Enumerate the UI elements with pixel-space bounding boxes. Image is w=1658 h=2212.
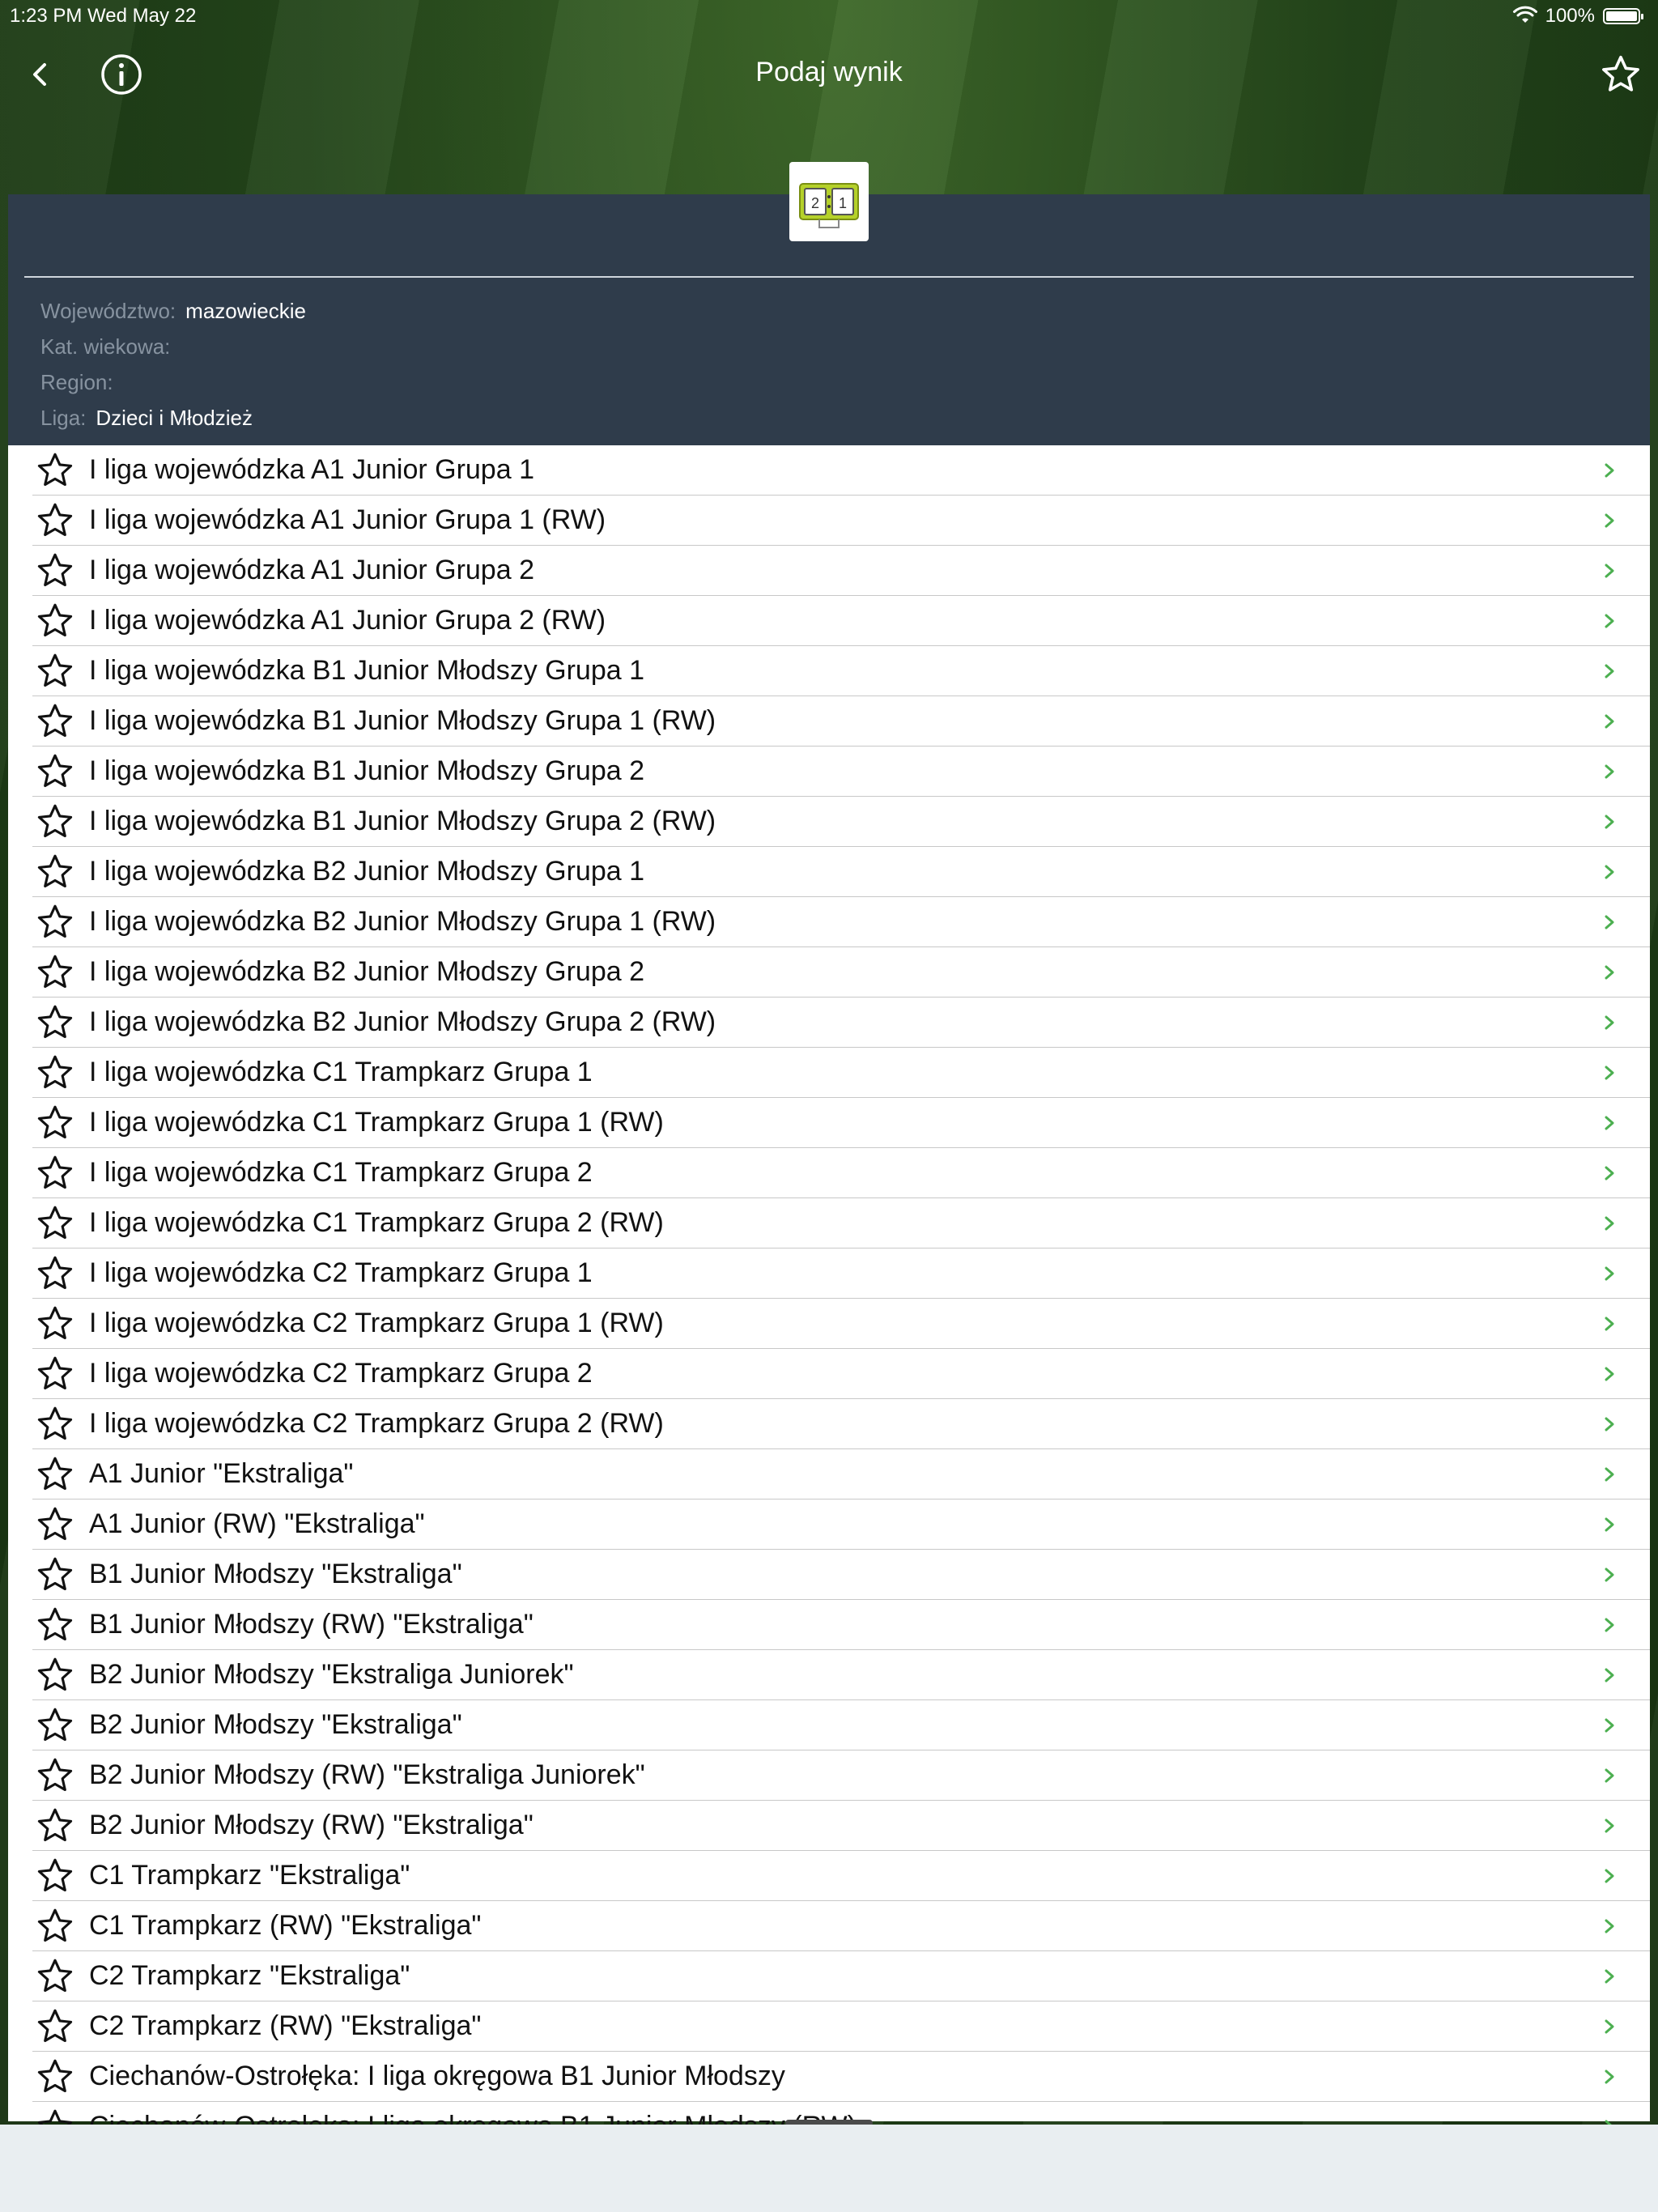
chevron-right-icon — [1593, 1112, 1626, 1134]
star-outline-icon[interactable] — [32, 448, 78, 493]
navigation-bar — [0, 32, 1658, 113]
list-item[interactable] — [32, 1198, 1650, 1249]
list-item-label: B1 Junior Młodszy (RW) "Ekstraliga" — [89, 1609, 534, 1640]
star-outline-icon[interactable] — [32, 1703, 78, 1748]
meta-label: Kat. wiekowa: — [40, 334, 171, 359]
list-item[interactable] — [32, 1098, 1650, 1148]
list-item[interactable] — [32, 1901, 1650, 1951]
meta-league — [40, 400, 306, 436]
battery-fill — [1606, 11, 1637, 21]
star-outline-icon[interactable] — [32, 950, 78, 995]
list-item-label: I liga wojewódzka A1 Junior Grupa 2 — [89, 555, 534, 585]
chevron-right-icon — [1593, 1664, 1626, 1687]
meta-region — [40, 364, 306, 400]
star-outline-icon[interactable] — [32, 1301, 78, 1346]
chevron-right-icon — [1593, 1563, 1626, 1586]
list-item-label: I liga wojewódzka B1 Junior Młodszy Grupa 2 (RW) — [89, 806, 716, 836]
star-outline-icon[interactable] — [32, 1552, 78, 1597]
chevron-right-icon — [1593, 1363, 1626, 1385]
chevron-right-icon — [1593, 1915, 1626, 1938]
list-item-label: B2 Junior Młodszy "Ekstraliga" — [89, 1709, 462, 1740]
star-outline-icon[interactable] — [32, 849, 78, 895]
chevron-right-icon — [1593, 1814, 1626, 1837]
star-outline-icon[interactable] — [32, 1050, 78, 1095]
list-item-label: I liga wojewódzka A1 Junior Grupa 1 — [89, 454, 534, 485]
list-item[interactable] — [32, 897, 1650, 947]
list-item[interactable] — [32, 2052, 1650, 2102]
list-item-label: I liga wojewódzka C1 Trampkarz Grupa 1 (RW) — [89, 1107, 664, 1138]
battery-percent: 100% — [1545, 5, 1595, 27]
chevron-right-icon — [1593, 2065, 1626, 2088]
list-item[interactable] — [32, 1650, 1650, 1700]
list-item-label: C2 Trampkarz "Ekstraliga" — [89, 1960, 410, 1991]
list-item[interactable] — [32, 596, 1650, 646]
list-item[interactable] — [32, 496, 1650, 546]
list-item-label: I liga wojewódzka C2 Trampkarz Grupa 1 (RW) — [89, 1308, 664, 1338]
favorite-button[interactable] — [1596, 50, 1645, 99]
list-item-label: I liga wojewódzka B1 Junior Młodszy Grupa 2 — [89, 755, 644, 786]
list-item[interactable] — [32, 1449, 1650, 1499]
scoreboard-icon — [795, 168, 863, 236]
filter-info — [40, 293, 306, 436]
list-item[interactable] — [32, 1750, 1650, 1801]
chevron-right-icon — [1593, 1463, 1626, 1486]
meta-age-category — [40, 329, 306, 364]
meta-value: Dzieci i Młodzież — [96, 406, 253, 430]
list-item-label: B2 Junior Młodszy "Ekstraliga Juniorek" — [89, 1659, 574, 1690]
list-item[interactable] — [32, 747, 1650, 797]
star-outline-icon[interactable] — [32, 1351, 78, 1397]
league-list[interactable] — [8, 445, 1650, 2121]
star-outline-icon[interactable] — [32, 1653, 78, 1698]
meta-label: Województwo: — [40, 299, 176, 323]
list-item-label: Ciechanów-Ostrołęka: I liga okręgowa B1 Junior Młodszy — [89, 2061, 785, 2091]
star-outline-icon[interactable] — [32, 699, 78, 744]
list-item[interactable] — [32, 947, 1650, 998]
chevron-right-icon — [1593, 710, 1626, 733]
meta-label: Region: — [40, 370, 113, 394]
list-item-label: I liga wojewódzka A1 Junior Grupa 2 (RW) — [89, 605, 606, 636]
chevron-right-icon — [1593, 610, 1626, 632]
status-right — [1513, 5, 1640, 28]
list-item[interactable] — [32, 1801, 1650, 1851]
list-item-label: A1 Junior (RW) "Ekstraliga" — [89, 1508, 425, 1539]
list-item[interactable] — [32, 1600, 1650, 1650]
star-outline-icon[interactable] — [32, 649, 78, 694]
chevron-right-icon — [1593, 459, 1626, 482]
status-time: 1:23 PM Wed May 22 — [10, 5, 197, 27]
star-outline-icon[interactable] — [32, 1100, 78, 1146]
list-item[interactable] — [32, 1951, 1650, 2001]
star-outline-icon[interactable] — [32, 1502, 78, 1547]
star-outline-icon[interactable] — [32, 1954, 78, 1999]
chevron-right-icon — [1593, 1865, 1626, 1887]
star-outline-icon[interactable] — [32, 1803, 78, 1848]
chevron-right-icon — [1593, 1312, 1626, 1335]
battery-icon — [1603, 8, 1640, 24]
logo-score-left: 2 — [810, 195, 820, 211]
list-item[interactable] — [32, 1299, 1650, 1349]
meta-label: Liga: — [40, 406, 87, 430]
list-item-label: C1 Trampkarz (RW) "Ekstraliga" — [89, 1910, 482, 1941]
list-item-label: I liga wojewódzka C1 Trampkarz Grupa 2 (RW) — [89, 1207, 664, 1238]
list-item-label: I liga wojewódzka B1 Junior Młodszy Grupa 1 — [89, 655, 644, 686]
chevron-right-icon — [1593, 559, 1626, 582]
star-outline-icon[interactable] — [32, 1853, 78, 1899]
list-item[interactable] — [32, 1399, 1650, 1449]
list-item-label: I liga wojewódzka B2 Junior Młodszy Grupa 2 (RW) — [89, 1006, 716, 1037]
list-item[interactable] — [32, 1851, 1650, 1901]
chevron-right-icon — [1593, 2015, 1626, 2038]
star-outline-icon[interactable] — [32, 1201, 78, 1246]
chevron-right-icon — [1593, 1061, 1626, 1084]
star-outline-icon[interactable] — [32, 1402, 78, 1447]
status-bar — [0, 0, 1658, 32]
list-item-label: I liga wojewódzka C2 Trampkarz Grupa 2 — [89, 1358, 593, 1389]
chevron-right-icon — [1593, 961, 1626, 984]
list-item[interactable] — [32, 797, 1650, 847]
chevron-right-icon — [1593, 1614, 1626, 1636]
list-item[interactable] — [32, 1048, 1650, 1098]
list-item-label: I liga wojewódzka C2 Trampkarz Grupa 1 — [89, 1257, 593, 1288]
star-outline-icon[interactable] — [32, 498, 78, 543]
star-icon — [1599, 53, 1643, 96]
list-item[interactable] — [32, 1499, 1650, 1550]
list-item[interactable] — [32, 445, 1650, 496]
list-item-label: B2 Junior Młodszy (RW) "Ekstraliga" — [89, 1810, 534, 1840]
star-outline-icon[interactable] — [32, 749, 78, 794]
star-outline-icon[interactable] — [32, 1602, 78, 1648]
list-item[interactable] — [32, 1249, 1650, 1299]
star-outline-icon[interactable] — [32, 1753, 78, 1798]
list-item-label: A1 Junior "Ekstraliga" — [89, 1458, 354, 1489]
star-outline-icon[interactable] — [32, 598, 78, 644]
star-outline-icon[interactable] — [32, 2004, 78, 2049]
list-item-label: B2 Junior Młodszy (RW) "Ekstraliga Juniorek" — [89, 1759, 645, 1790]
list-item-label: I liga wojewódzka C1 Trampkarz Grupa 2 — [89, 1157, 593, 1188]
page-title: Podaj wynik — [755, 57, 903, 87]
list-item-label: I liga wojewódzka B2 Junior Młodszy Grupa 1 — [89, 856, 644, 887]
chevron-right-icon — [1593, 911, 1626, 934]
list-item-label: I liga wojewódzka C1 Trampkarz Grupa 1 — [89, 1057, 593, 1087]
list-item-label: I liga wojewódzka B1 Junior Młodszy Grupa 1 (RW) — [89, 705, 716, 736]
list-item[interactable] — [32, 646, 1650, 696]
star-outline-icon[interactable] — [32, 1904, 78, 1949]
star-outline-icon[interactable] — [32, 799, 78, 844]
list-item[interactable] — [32, 998, 1650, 1048]
list-item[interactable] — [32, 1700, 1650, 1750]
chevron-right-icon — [1593, 1162, 1626, 1185]
wifi-icon — [1513, 7, 1537, 25]
logo-score-right: 1 — [838, 195, 848, 211]
list-item[interactable] — [32, 1148, 1650, 1198]
list-item[interactable] — [32, 1349, 1650, 1399]
star-outline-icon[interactable] — [32, 1251, 78, 1296]
list-item-label: C1 Trampkarz "Ekstraliga" — [89, 1860, 410, 1891]
star-outline-icon[interactable] — [32, 1000, 78, 1045]
star-outline-icon[interactable] — [32, 900, 78, 945]
star-outline-icon[interactable] — [32, 1452, 78, 1497]
chevron-right-icon — [1593, 1262, 1626, 1285]
ad-banner[interactable] — [0, 2125, 1658, 2212]
chevron-right-icon — [1593, 1764, 1626, 1787]
list-item[interactable] — [32, 2001, 1650, 2052]
list-item[interactable] — [32, 546, 1650, 596]
star-outline-icon[interactable] — [32, 1151, 78, 1196]
header-divider — [24, 276, 1634, 278]
chevron-right-icon — [1593, 760, 1626, 783]
chevron-right-icon — [1593, 1212, 1626, 1235]
chevron-right-icon — [1593, 861, 1626, 883]
meta-value: mazowieckie — [185, 299, 306, 323]
chevron-right-icon — [1593, 1714, 1626, 1737]
list-item-label: I liga wojewódzka B2 Junior Młodszy Grupa 1 (RW) — [89, 906, 716, 937]
list-item-label: B1 Junior Młodszy "Ekstraliga" — [89, 1559, 462, 1589]
list-item[interactable] — [32, 696, 1650, 747]
chevron-right-icon — [1593, 1011, 1626, 1034]
star-outline-icon[interactable] — [32, 548, 78, 593]
app-logo — [789, 162, 869, 241]
chevron-right-icon — [1593, 1513, 1626, 1536]
list-item-label: I liga wojewódzka B2 Junior Młodszy Grupa 2 — [89, 956, 644, 987]
list-item-label: I liga wojewódzka A1 Junior Grupa 1 (RW) — [89, 504, 606, 535]
list-item[interactable] — [32, 847, 1650, 897]
list-item[interactable] — [32, 1550, 1650, 1600]
chevron-right-icon — [1593, 1413, 1626, 1436]
meta-voivodeship — [40, 293, 306, 329]
chevron-right-icon — [1593, 810, 1626, 833]
chevron-right-icon — [1593, 660, 1626, 683]
chevron-right-icon — [1593, 509, 1626, 532]
star-outline-icon[interactable] — [32, 2054, 78, 2099]
list-item-label: I liga wojewódzka C2 Trampkarz Grupa 2 (RW) — [89, 1408, 664, 1439]
chevron-right-icon — [1593, 1965, 1626, 1988]
list-item-label: C2 Trampkarz (RW) "Ekstraliga" — [89, 2010, 482, 2041]
